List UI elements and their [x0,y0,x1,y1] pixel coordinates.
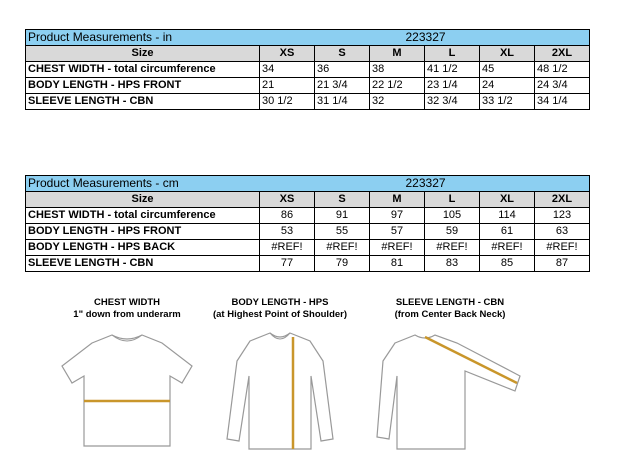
cell: 61 [480,224,535,240]
style-number: 223327 [370,30,590,46]
cell: 83 [425,256,480,272]
size-xl: XL [480,192,535,208]
cell: 23 1/4 [425,78,480,94]
cell: 36 [315,62,370,78]
table-row [26,240,590,256]
cell: 31 1/4 [315,94,370,110]
table-row [26,208,590,224]
cell: 55 [315,224,370,240]
size-l: L [425,46,480,62]
cell: 48 1/2 [535,62,590,78]
table-row [26,224,590,240]
size-xs: XS [260,192,315,208]
size-s: S [315,46,370,62]
cell: 33 1/2 [480,94,535,110]
size-xs: XS [260,46,315,62]
cell: 59 [425,224,480,240]
cell: #REF! [260,240,315,256]
diagram-subtitle: 1" down from underarm [73,309,181,320]
diagram-title: BODY LENGTH - HPS [231,297,329,308]
cell: 34 1/4 [535,94,590,110]
style-number: 223327 [370,176,590,192]
tshirt-front-icon [52,321,202,451]
table-row [26,62,590,78]
cell: 85 [480,256,535,272]
cell: 105 [425,208,480,224]
table-row [26,94,590,110]
cell: 21 [260,78,315,94]
cell: 86 [260,208,315,224]
cell: 24 [480,78,535,94]
size-s: S [315,192,370,208]
table-title-row [26,30,590,46]
table-title-row [26,176,590,192]
sleeve-length-diagram [365,297,535,451]
size-m: M [370,46,425,62]
cell: #REF! [315,240,370,256]
cell: 79 [315,256,370,272]
cell: 32 [370,94,425,110]
cell: 41 1/2 [425,62,480,78]
diagram-subtitle: (from Center Back Neck) [394,309,506,320]
cell: 77 [260,256,315,272]
cell: 81 [370,256,425,272]
longsleeve-back-icon [365,321,535,451]
cell: 34 [260,62,315,78]
measurements-table-inches [25,29,590,110]
longsleeve-front-icon [205,321,355,451]
diagram-title: SLEEVE LENGTH - CBN [395,297,505,308]
cell: 22 1/2 [370,78,425,94]
table-title: Product Measurements - cm [26,176,370,192]
table-row [26,78,590,94]
table-title: Product Measurements - in [26,30,370,46]
size-m: M [370,192,425,208]
cell: #REF! [370,240,425,256]
cell: #REF! [425,240,480,256]
cell: 24 3/4 [535,78,590,94]
table-row [26,256,590,272]
row-label: SLEEVE LENGTH - CBN [26,256,260,272]
cell: 63 [535,224,590,240]
size-l: L [425,192,480,208]
size-2xl: 2XL [535,192,590,208]
cell: 32 3/4 [425,94,480,110]
diagram-subtitle: (at Highest Point of Shoulder) [212,309,348,320]
cell: #REF! [535,240,590,256]
cell: 53 [260,224,315,240]
row-label: BODY LENGTH - HPS BACK [26,240,260,256]
body-length-diagram [205,297,355,451]
size-header-row [26,46,590,62]
size-header-row [26,192,590,208]
row-label: CHEST WIDTH - total circumference [26,62,260,78]
row-label: CHEST WIDTH - total circumference [26,208,260,224]
size-xl: XL [480,46,535,62]
cell: 45 [480,62,535,78]
cell: 87 [535,256,590,272]
cell: 123 [535,208,590,224]
cell: 114 [480,208,535,224]
row-label: SLEEVE LENGTH - CBN [26,94,260,110]
size-2xl: 2XL [535,46,590,62]
size-label: Size [26,192,260,208]
cell: #REF! [480,240,535,256]
size-label: Size [26,46,260,62]
chest-width-diagram [52,297,202,451]
cell: 30 1/2 [260,94,315,110]
cell: 21 3/4 [315,78,370,94]
cell: 91 [315,208,370,224]
measurements-table-cm [25,175,590,272]
row-label: BODY LENGTH - HPS FRONT [26,78,260,94]
cell: 97 [370,208,425,224]
row-label: BODY LENGTH - HPS FRONT [26,224,260,240]
diagram-title: CHEST WIDTH [94,297,160,308]
cell: 57 [370,224,425,240]
cell: 38 [370,62,425,78]
